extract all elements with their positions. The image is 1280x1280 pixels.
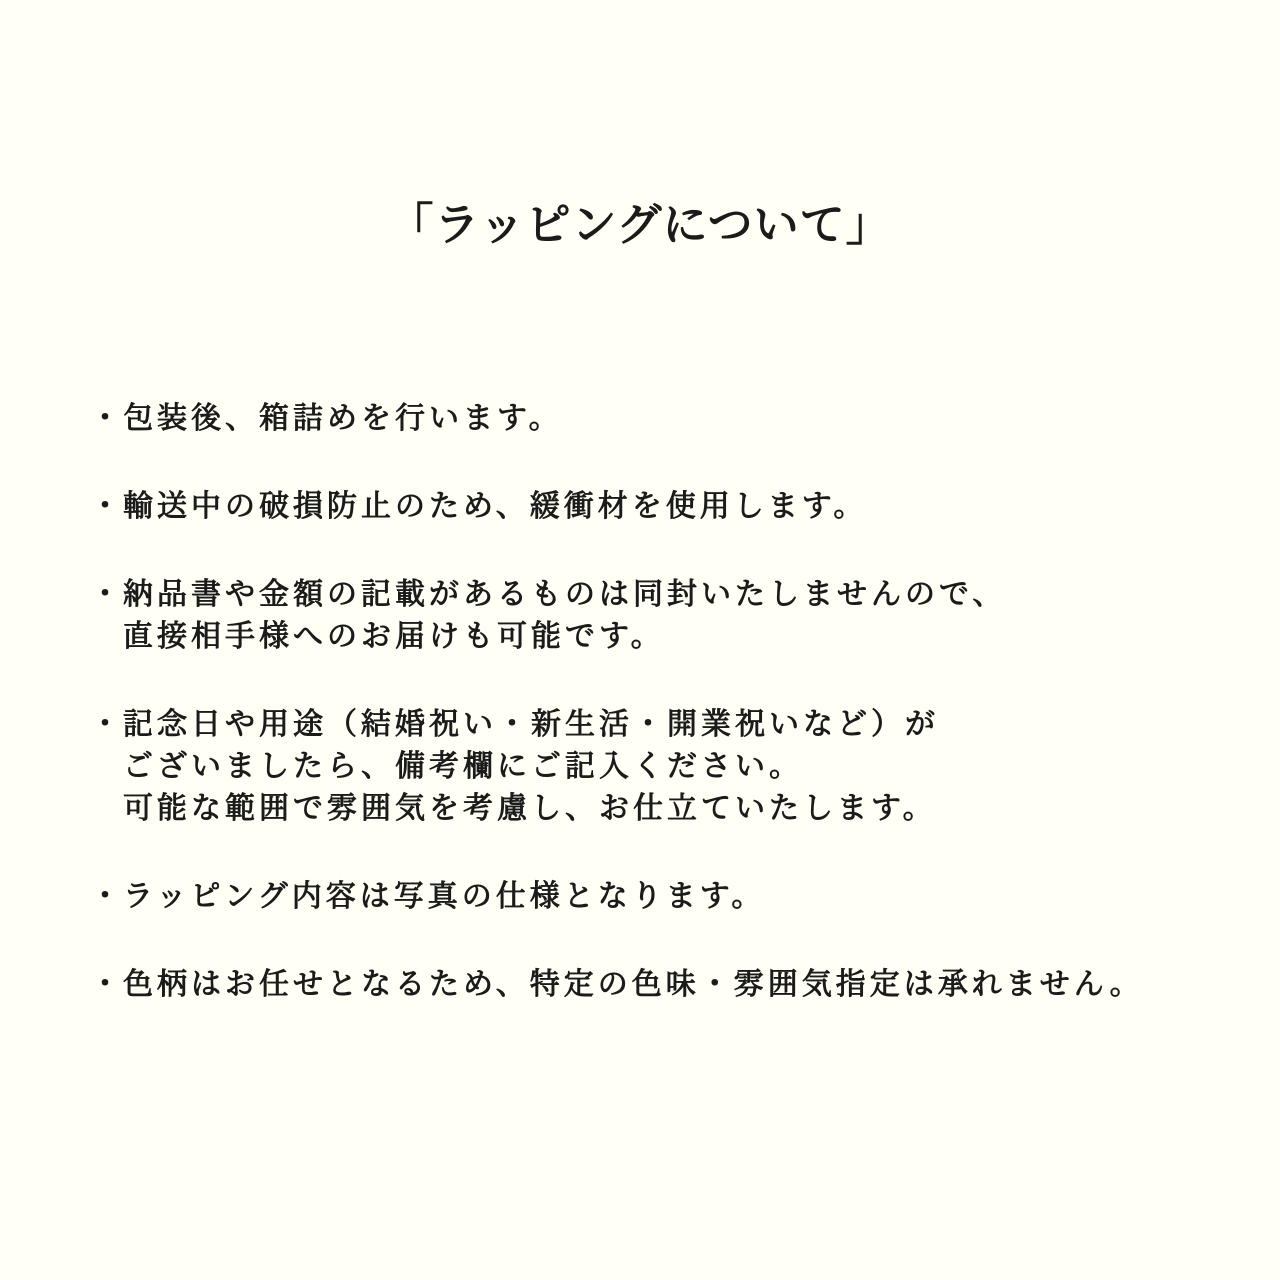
note-line: ラッピング内容は写真の仕様となります。	[123, 879, 766, 914]
note-item-color-pattern	[90, 964, 1220, 1006]
note-line: ございましたら、備考欄にご記入ください。	[123, 749, 803, 784]
note-item-cushioning	[90, 486, 1220, 528]
note-item-photo-spec	[90, 876, 1220, 918]
note-line: 納品書や金額の記載があるものは同封いたしませんので、	[123, 577, 1007, 612]
note-line: 可能な範囲で雰囲気を考慮し、お仕立ていたします。	[123, 791, 937, 826]
bullet-icon: ・	[90, 967, 124, 1002]
bullet-icon: ・	[90, 707, 124, 742]
note-line: 直接相手様へのお届けも可能です。	[123, 619, 665, 654]
note-item-no-invoice	[90, 574, 1220, 658]
note-line: 輸送中の破損防止のため、緩衝材を使用します。	[123, 489, 868, 524]
note-line: 包装後、箱詰めを行います。	[123, 401, 563, 436]
bullet-icon: ・	[90, 401, 124, 436]
page-title: 「ラッピングについて」	[388, 198, 892, 251]
note-item-packing	[90, 398, 1220, 440]
note-line: 記念日や用途（結婚祝い・新生活・開業祝いなど）が	[123, 707, 939, 742]
note-item-occasion	[90, 704, 1220, 830]
bullet-icon: ・	[90, 489, 124, 524]
note-line: 色柄はお任せとなるため、特定の色味・雰囲気指定は承れません。	[123, 967, 1144, 1002]
wrapping-notes-list	[0, 252, 1280, 1006]
bullet-icon: ・	[90, 577, 124, 612]
bullet-icon: ・	[90, 879, 124, 914]
